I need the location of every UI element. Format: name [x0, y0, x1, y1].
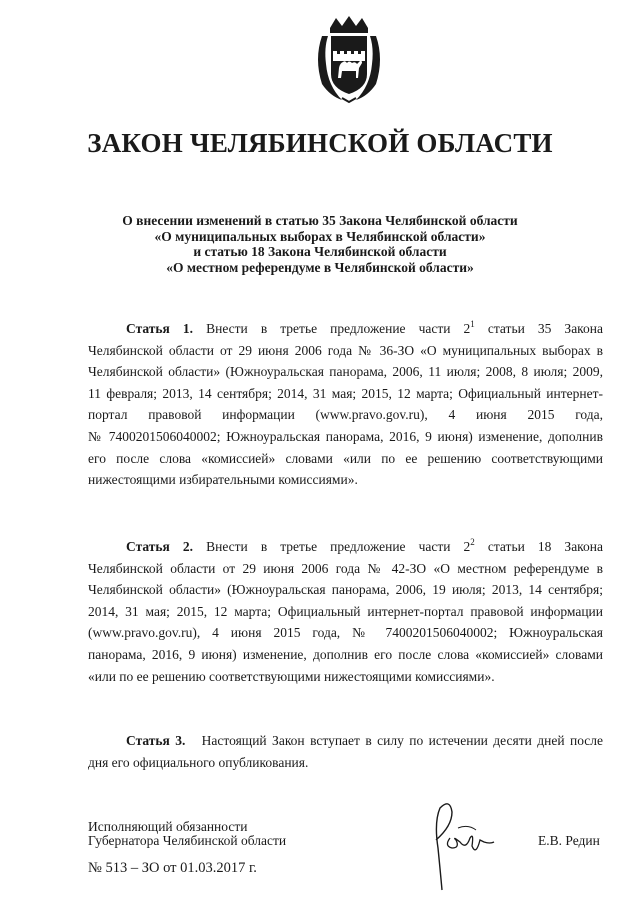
subtitle-line: «О муниципальных выборах в Челябинской области»: [154, 228, 486, 244]
article-line: дня его официального опубликования.: [88, 754, 309, 770]
article-line: Челябинской области от 29 июня 2006 года № 42-ЗО «О местном референдуме в: [88, 560, 603, 576]
article-2: [88, 536, 603, 687]
article-line: Статья 3. Настоящий Закон вступает в силу по истечении десяти дней после: [126, 733, 603, 748]
article-line: панорама, 2016, 9 июня) изменение, дополнив его после слова «комиссией» словами: [88, 646, 603, 662]
law-subtitle: [0, 213, 640, 275]
chelyabinsk-coat-of-arms-icon: [312, 14, 386, 104]
position-line: Исполняющий обязанности: [88, 819, 248, 834]
subtitle-line: «О местном референдуме в Челябинской области»: [166, 259, 474, 275]
superscript: 1: [470, 319, 475, 329]
article-line: Челябинской области» (Южноуральская панорама, 2006, 19 июля; 2013, 14 сентября;: [88, 582, 603, 598]
article-line: портал правовой информации (www.pravo.gov.ru), 4 июня 2015 года,: [88, 407, 603, 423]
superscript: 2: [470, 537, 475, 547]
article-line: Челябинской области от 29 июня 2006 года № 36-ЗО «О муниципальных выборах в: [88, 342, 603, 358]
article-line: Челябинской области» (Южноуральская панорама, 2006, 11 июля; 2008, 8 июля; 2009,: [88, 364, 603, 380]
article-line: № 7400201506040002; Южноуральская панорама, 2016, 9 июня) изменение, дополнив: [88, 428, 603, 444]
article-heading: Статья 1.: [126, 321, 194, 336]
article-line: нижестоящими избирательными комиссиями».: [88, 472, 358, 488]
subtitle-line: и статью 18 Закона Челябинской области: [193, 244, 447, 259]
document-title: ЗАКОН ЧЕЛЯБИНСКОЙ ОБЛАСТИ: [87, 128, 553, 158]
article-line: его после слова «комиссией» словами «или по ее решению соответствующими: [88, 450, 603, 466]
signatory-name: Е.В. Редин: [538, 833, 600, 848]
article-line: «или по ее решению соответствующими нижестоящими комиссиями».: [88, 668, 495, 684]
signatory-position: [88, 820, 286, 848]
position-line: Губернатора Челябинской области: [88, 833, 287, 848]
subtitle-line: О внесении изменений в статью 35 Закона Челябинской области: [122, 213, 518, 228]
article-line: (www.pravo.gov.ru), 4 июня 2015 года, № 7400201506040002; Южноуральская: [88, 625, 603, 641]
article-1: [88, 318, 603, 491]
article-line: 11 февраля; 2013, 14 сентября; 2014, 31 мая; 2015, 12 марта; Официальный интернет-: [88, 385, 603, 401]
article-line: Статья 2. Внести в третье предложение части $2^2$ статьи 18 Закона: [126, 537, 603, 554]
handwritten-signature-icon: [410, 798, 510, 894]
article-3: [88, 730, 603, 773]
registration-number: № 513 – ЗО от 01.03.2017 г.: [88, 860, 257, 876]
article-heading: Статья 2.: [126, 539, 194, 554]
article-heading: Статья 3.: [126, 733, 186, 748]
article-line: Статья 1. Внести в третье предложение части $2^1$ статьи 35 Закона: [126, 319, 603, 336]
article-line: 2014, 31 мая; 2015, 12 марта; Официальный интернет-портал правовой информации: [88, 603, 603, 619]
